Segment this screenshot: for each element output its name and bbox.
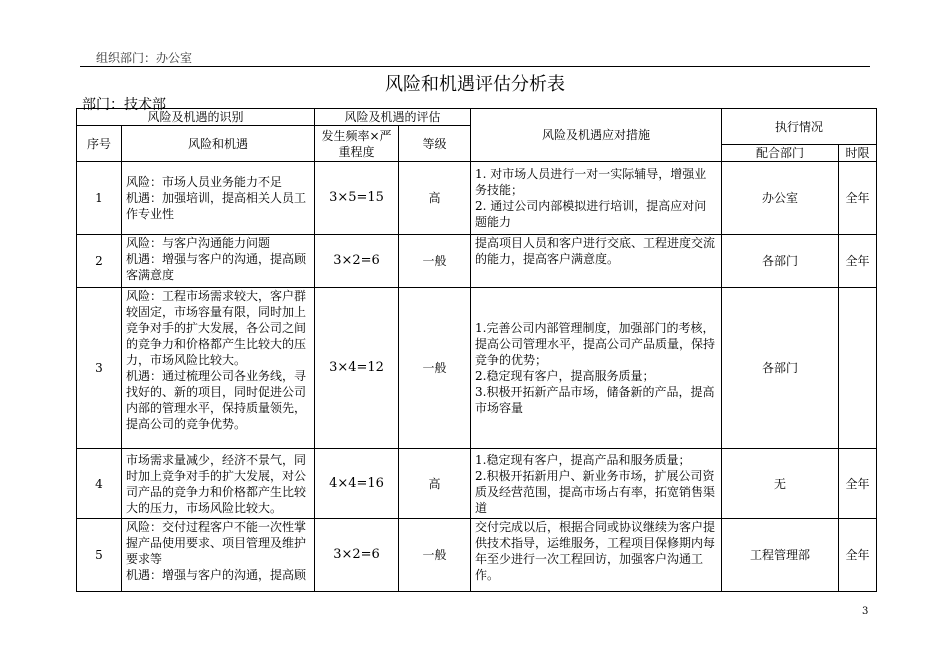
header-divider	[80, 66, 870, 67]
row-level: 高	[399, 162, 471, 235]
col-header-risk-opp: 风险和机遇	[122, 126, 315, 162]
row-measures: 1.完善公司内部管理制度，加强部门的考核，提高公司管理水平，提高公司产品质量，保持竞争的优势； 2.稳定现有客户，提高服务质量； 3.积极开拓新产品市场，储备新的产品，提高市场容量	[471, 288, 722, 449]
row-risk-opp: 风险：工程市场需求较大，客户群较固定，市场容量有限，同时加上竞争对手的扩大发展，各公司之间的竞争力和价格都产生比较大的压力，市场风险比较大。 机遇：通过梳理公司各业务线，寻找好的、新的项目，同时促进公司内部的管理水平，保持质量领先，提高公司的竞争优势。	[122, 288, 315, 449]
col-header-freq-severity: 发生频率×严重程度	[315, 126, 399, 162]
row-deadline: 全年	[839, 519, 877, 592]
row-risk-opp: 市场需求量减少，经济不景气，同时加上竞争对手的扩大发展，对公司产品的竞争力和价格都产生比较大的压力，市场风险比较大。	[122, 449, 315, 519]
row-coop-dept: 办公室	[722, 162, 839, 235]
row-risk-opp: 风险：交付过程客户不能一次性掌握产品使用要求、项目管理及维护要求等 机遇：增强与客户的沟通，提高顾	[122, 519, 315, 592]
group-header-evaluate: 风险及机遇的评估	[315, 109, 471, 126]
row-seq: 1	[77, 162, 122, 235]
table-row	[77, 162, 877, 235]
row-measures: 1. 对市场人员进行一对一实际辅导，增强业务技能； 2. 通过公司内部模拟进行培训，提高应对问题能力	[471, 162, 722, 235]
row-score: 3×5=15	[315, 162, 399, 235]
row-deadline: 全年	[839, 235, 877, 288]
col-header-level: 等级	[399, 126, 471, 162]
row-measures: 提高项目人员和客户进行交底、工程进度交流的能力，提高客户满意度。	[471, 235, 722, 288]
row-coop-dept: 各部门	[722, 235, 839, 288]
row-coop-dept: 各部门	[722, 288, 839, 449]
department-label: 部门：技术部	[82, 97, 166, 113]
col-header-coop-dept: 配合部门	[722, 145, 839, 162]
row-deadline: 全年	[839, 162, 877, 235]
group-header-identify: 风险及机遇的识别	[77, 109, 315, 126]
row-level: 高	[399, 449, 471, 519]
risk-opportunity-table	[76, 108, 877, 592]
header-org-label: 组织部门：办公室	[96, 51, 193, 65]
row-measures: 1.稳定现有客户，提高产品和服务质量； 2.积极开拓新用户、新业务市场，扩展公司资质及经营范围，提高市场占有率，拓宽销售渠道	[471, 449, 722, 519]
row-score: 3×2=6	[315, 519, 399, 592]
group-header-execution: 执行情况	[722, 109, 877, 145]
group-header-measures: 风险及机遇应对措施	[471, 109, 722, 162]
row-score: 3×2=6	[315, 235, 399, 288]
row-risk-opp: 风险：与客户沟通能力问题 机遇：增强与客户的沟通，提高顾客满意度	[122, 235, 315, 288]
row-coop-dept: 无	[722, 449, 839, 519]
table-row	[77, 519, 877, 592]
page-number: 3	[862, 606, 869, 617]
col-header-seq: 序号	[77, 126, 122, 162]
row-seq: 3	[77, 288, 122, 449]
row-risk-opp: 风险：市场人员业务能力不足 机遇：加强培训，提高相关人员工作专业性	[122, 162, 315, 235]
table-row	[77, 449, 877, 519]
row-deadline: 全年	[839, 449, 877, 519]
row-score: 4×4=16	[315, 449, 399, 519]
table-row	[77, 235, 877, 288]
col-header-deadline: 时限	[839, 145, 877, 162]
row-measures: 交付完成以后，根据合同或协议继续为客户提供技术指导，运维服务，工程项目保修期内每年至少进行一次工程回访，加强客户沟通工作。	[471, 519, 722, 592]
document-title: 风险和机遇评估分析表	[385, 74, 565, 95]
row-level: 一般	[399, 288, 471, 449]
row-seq: 4	[77, 449, 122, 519]
row-deadline	[839, 288, 877, 449]
row-coop-dept: 工程管理部	[722, 519, 839, 592]
row-level: 一般	[399, 235, 471, 288]
row-level: 一般	[399, 519, 471, 592]
table-row	[77, 288, 877, 449]
row-seq: 2	[77, 235, 122, 288]
row-score: 3×4=12	[315, 288, 399, 449]
row-seq: 5	[77, 519, 122, 592]
